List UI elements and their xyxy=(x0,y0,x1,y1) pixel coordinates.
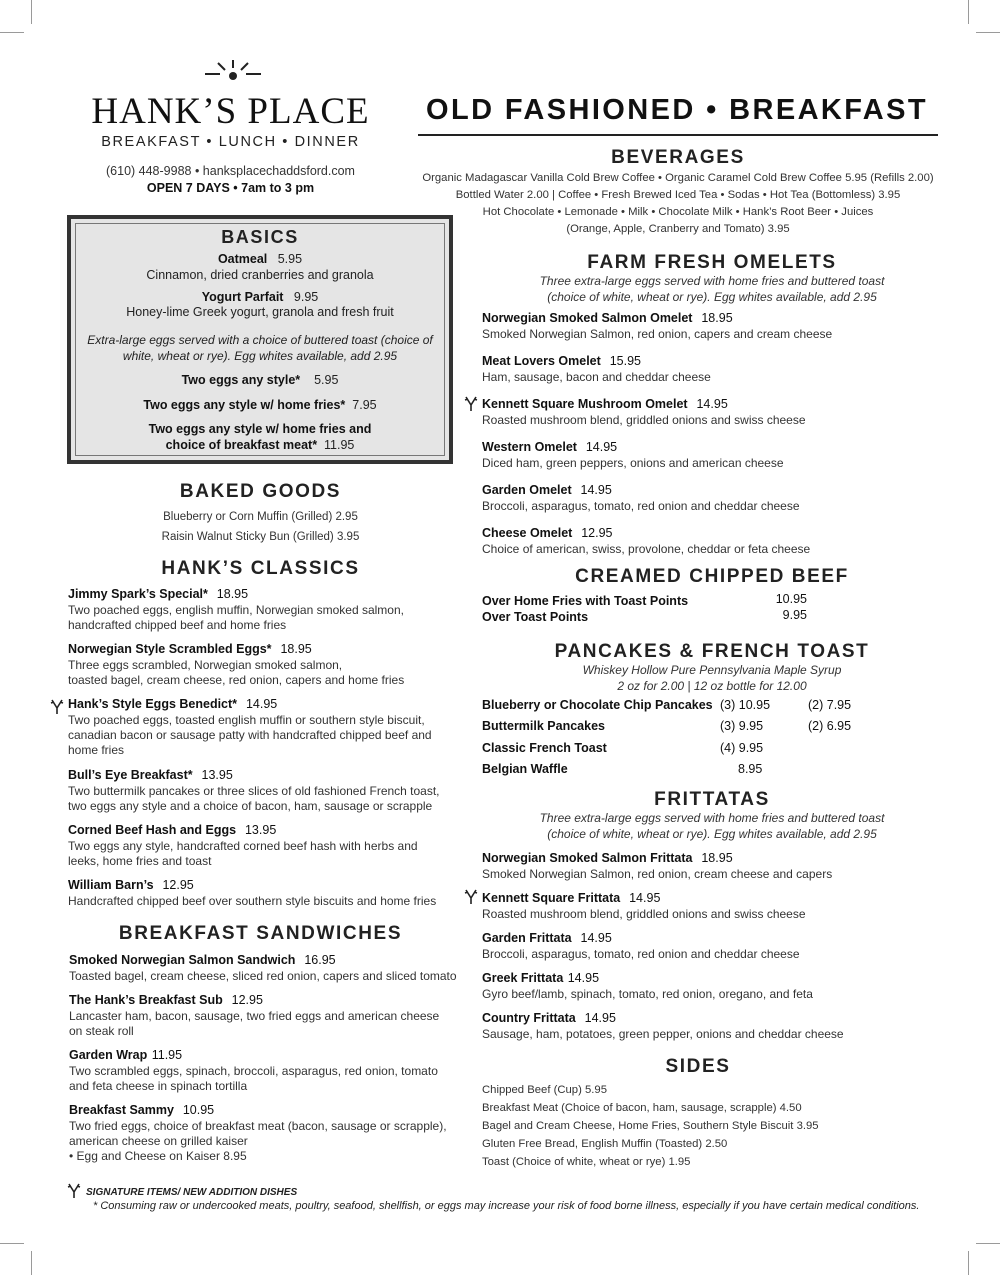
item-price: 16.95 xyxy=(304,953,336,967)
signature-fork-knife-icon xyxy=(50,699,64,715)
menu-item-country-frittata xyxy=(482,1009,942,1042)
two-eggs-hf-item xyxy=(71,398,449,412)
menu-item-breakfast-sammy xyxy=(69,1101,464,1165)
list-item: Toast (Choice of white, wheat or rye) 1.95 xyxy=(482,1156,691,1168)
beverages-list xyxy=(412,170,944,238)
basics-box xyxy=(67,215,453,464)
item-name: Yogurt Parfait xyxy=(201,290,284,304)
omelets-note xyxy=(483,273,941,305)
yogurt-desc: Honey-lime Greek yogurt, granola and fresh fruit xyxy=(126,305,394,319)
pancakes-heading: PANCAKES & FRENCH TOAST xyxy=(554,641,870,662)
item-desc: Two scrambled eggs, spinach, broccoli, asparagus, red onion, tomato xyxy=(69,1064,438,1078)
item-name: Breakfast Sammy xyxy=(69,1103,174,1117)
item-name: choice of breakfast meat* xyxy=(165,438,318,452)
list-item: Gluten Free Bread, English Muffin (Toasted) 2.50 xyxy=(482,1138,728,1150)
crop-mark xyxy=(0,1243,24,1244)
item-price: 13.95 xyxy=(201,768,233,782)
beverages-heading: BEVERAGES xyxy=(611,147,745,168)
item-name: Greek Frittata xyxy=(482,971,564,985)
item-name: Garden Omelet xyxy=(482,483,572,497)
item-desc: Lancaster ham, bacon, sausage, two fried eggs and american cheese xyxy=(69,1009,440,1023)
note-line: Three extra-large eggs served with home fries and buttered toast xyxy=(539,274,885,288)
menu-item-benedict xyxy=(68,695,458,759)
signature-fork-knife-icon xyxy=(464,889,478,905)
item-name: Buttermilk Pancakes xyxy=(482,719,605,734)
item-desc: Handcrafted chipped beef over southern style biscuits and home fries xyxy=(68,894,437,908)
item-desc: toasted bagel, cream cheese, red onion, capers and home fries xyxy=(68,673,405,688)
item-name: Kennett Square Frittata xyxy=(482,891,621,905)
crop-mark xyxy=(976,32,1000,33)
item-name: Kennett Square Mushroom Omelet xyxy=(482,397,688,411)
item-name: Norwegian Style Scrambled Eggs* xyxy=(68,642,272,656)
sides-list xyxy=(482,1081,942,1171)
item-name: Belgian Waffle xyxy=(482,762,568,777)
yogurt-item xyxy=(71,290,449,304)
chipped-beef-heading: CREAMED CHIPPED BEEF xyxy=(575,566,849,587)
menu-item-garden-omelet xyxy=(482,481,942,514)
item-name: Oatmeal xyxy=(217,252,268,266)
pancakes-table xyxy=(482,694,862,780)
item-desc: Choice of american, swiss, provolone, cheddar or feta cheese xyxy=(482,542,811,556)
list-item: Chipped Beef (Cup) 5.95 xyxy=(482,1084,607,1096)
menu-item-meat-lovers-omelet xyxy=(482,352,942,385)
item-desc: canadian bacon or sausage patty with handcrafted chipped beef and xyxy=(68,728,432,743)
item-desc: Three eggs scrambled, Norwegian smoked salmon, xyxy=(68,658,343,672)
item-price: 10.95 xyxy=(775,592,807,606)
item-price: 14.95 xyxy=(580,483,612,497)
signature-fork-knife-icon xyxy=(464,396,478,412)
omelets-heading: FARM FRESH OMELETS xyxy=(587,252,837,273)
item-name: Country Frittata xyxy=(482,1011,576,1025)
sides-heading: SIDES xyxy=(665,1056,731,1077)
item-price: 5.95 xyxy=(314,373,339,387)
item-price: (3) 10.95 xyxy=(720,697,771,712)
note-line: Whiskey Hollow Pure Pennsylvania Maple Syrup xyxy=(582,663,842,677)
menu-item-garden-wrap xyxy=(69,1046,464,1094)
title-divider xyxy=(418,134,938,136)
item-price: (4) 9.95 xyxy=(720,740,764,755)
list-item: Breakfast Meat (Choice of bacon, ham, sausage, scrapple) 4.50 xyxy=(482,1102,802,1114)
menu-item-salmon-frittata xyxy=(482,849,942,882)
item-name: Hank’s Style Eggs Benedict* xyxy=(68,697,238,711)
list-item: Blueberry or Corn Muffin (Grilled) 2.95 xyxy=(163,511,358,523)
item-price: 14.95 xyxy=(585,440,618,454)
list-item: Bagel and Cream Cheese, Home Fries, Southern Style Biscuit 3.95 xyxy=(482,1120,819,1132)
menu-item-kennett-frittata xyxy=(482,889,942,922)
item-price: 12.95 xyxy=(162,878,194,892)
list-item xyxy=(482,592,812,608)
item-price: 11.95 xyxy=(324,438,355,452)
item-name: Cheese Omelet xyxy=(482,526,573,540)
frittatas-note xyxy=(483,810,941,842)
item-desc: handcrafted chipped beef and home fries xyxy=(68,618,287,633)
list-item: Hot Chocolate • Lemonade • Milk • Chocolate Milk • Hank’s Root Beer • Juices xyxy=(482,206,874,218)
item-desc: Two eggs any style, handcrafted corned beef hash with herbs and xyxy=(68,839,418,853)
item-price: 12.95 xyxy=(581,526,613,540)
frittatas-heading: FRITTATAS xyxy=(654,789,770,810)
list-item: Raisin Walnut Sticky Bun (Grilled) 3.95 xyxy=(161,531,360,543)
table-row xyxy=(482,737,862,759)
menu-item-garden-frittata xyxy=(482,929,942,962)
classics-heading: HANK’S CLASSICS xyxy=(161,558,360,579)
table-row xyxy=(482,694,862,716)
item-price: 18.95 xyxy=(280,642,312,656)
item-name: Two eggs any style w/ home fries and xyxy=(148,422,372,436)
menu-item-breakfast-sub xyxy=(69,991,464,1039)
item-desc: Gyro beef/lamb, spinach, tomato, red onion, oregano, and feta xyxy=(482,987,813,1001)
crop-mark xyxy=(31,1251,32,1275)
item-desc: Diced ham, green peppers, onions and american cheese xyxy=(482,456,784,470)
item-name: Two eggs any style w/ home fries* xyxy=(143,398,346,412)
crop-mark xyxy=(968,0,969,24)
oatmeal-desc: Cinnamon, dried cranberries and granola xyxy=(146,268,374,282)
menu-title: OLD FASHIONED • BREAKFAST xyxy=(426,94,928,126)
item-name: Garden Frittata xyxy=(482,931,572,945)
item-price: 11.95 xyxy=(151,1048,183,1062)
item-desc: Sausage, ham, potatoes, green pepper, onions and cheddar cheese xyxy=(482,1027,844,1041)
food-safety-warning: * Consuming raw or undercooked meats, poultry, seafood, shellfish, or eggs may increase your risk of food borne illness, especially if you have certain medical conditions. xyxy=(93,1200,920,1212)
menu-item-salmon-omelet xyxy=(482,309,942,342)
item-name: Meat Lovers Omelet xyxy=(482,354,601,368)
list-item: Organic Madagascar Vanilla Cold Brew Coffee • Organic Caramel Cold Brew Coffee 5.95 (Refills 2.00) xyxy=(422,172,934,184)
item-desc: Roasted mushroom blend, griddled onions and swiss cheese xyxy=(482,413,806,427)
item-name: William Barn’s xyxy=(68,878,154,892)
signature-items-note: SIGNATURE ITEMS/ NEW ADDITION DISHES xyxy=(86,1187,298,1198)
chipped-beef-list xyxy=(482,592,812,624)
item-price xyxy=(808,737,862,759)
sandwiches-heading: BREAKFAST SANDWICHES xyxy=(118,923,403,944)
item-desc: Smoked Norwegian Salmon, red onion, capers and cream cheese xyxy=(482,327,833,341)
table-row xyxy=(482,759,862,781)
item-desc: leeks, home fries and toast xyxy=(68,854,212,869)
note-line: Three extra-large eggs served with home fries and buttered toast xyxy=(539,811,885,825)
two-eggs-item xyxy=(71,373,449,387)
item-price: 7.95 xyxy=(352,398,377,412)
item-price: 10.95 xyxy=(182,1103,215,1117)
item-name: Corned Beef Hash and Eggs xyxy=(68,823,237,837)
menu-item-bulls-eye xyxy=(68,766,458,814)
item-price: 5.95 xyxy=(277,252,303,266)
signature-fork-knife-icon xyxy=(67,1183,81,1199)
item-price: 18.95 xyxy=(701,311,733,325)
item-name: Two eggs any style* xyxy=(181,373,301,387)
item-name: Garden Wrap xyxy=(69,1048,148,1062)
item-desc: two eggs any style and a choice of bacon, ham, sausage or scrapple xyxy=(68,799,433,814)
oatmeal-item xyxy=(71,252,449,266)
item-name: Blueberry or Chocolate Chip Pancakes xyxy=(482,697,713,712)
crop-mark xyxy=(968,1251,969,1275)
item-desc: Broccoli, asparagus, tomato, red onion and cheddar cheese xyxy=(482,947,800,961)
item-name: Over Home Fries with Toast Points xyxy=(482,594,689,608)
crop-mark xyxy=(31,0,32,24)
item-price: (2) 6.95 xyxy=(808,719,852,734)
item-desc: • Egg and Cheese on Kaiser 8.95 xyxy=(69,1149,247,1164)
item-price: 12.95 xyxy=(231,993,263,1007)
two-eggs-meat-line-2 xyxy=(71,438,449,452)
item-price xyxy=(808,759,862,781)
list-item: (Orange, Apple, Cranberry and Tomato) 3.95 xyxy=(566,223,790,235)
item-name: The Hank’s Breakfast Sub xyxy=(69,993,223,1007)
item-price: 14.95 xyxy=(245,697,278,711)
item-price: 9.95 xyxy=(293,290,319,304)
note-line: (choice of white, wheat or rye). Egg whites available, add 2.95 xyxy=(547,827,877,841)
eggs-note-1: Extra-large eggs served with a choice of buttered toast (choice of xyxy=(87,333,433,347)
menu-item-william-barns xyxy=(68,876,458,909)
baked-goods-list xyxy=(68,507,453,547)
brand-tagline: BREAKFAST • LUNCH • DINNER xyxy=(101,134,360,150)
item-price: 14.95 xyxy=(584,1011,616,1025)
item-name: Jimmy Spark’s Special* xyxy=(68,587,208,601)
note-line: 2 oz for 2.00 | 12 oz bottle for 12.00 xyxy=(617,679,807,693)
pancakes-note xyxy=(483,662,941,694)
item-name: Classic French Toast xyxy=(482,740,607,755)
item-desc: Smoked Norwegian Salmon, red onion, cream cheese and capers xyxy=(482,867,833,881)
item-desc: home fries xyxy=(68,743,125,758)
item-desc: Roasted mushroom blend, griddled onions and swiss cheese xyxy=(482,907,806,921)
list-item xyxy=(482,608,812,624)
menu-item-greek-frittata xyxy=(482,969,942,1002)
item-desc: Two buttermilk pancakes or three slices of old fashioned French toast, xyxy=(68,784,440,798)
sun-logo-icon xyxy=(203,60,263,90)
item-price: 14.95 xyxy=(696,397,728,411)
menu-item-corned-beef xyxy=(68,821,458,869)
table-row xyxy=(482,716,862,738)
item-desc: american cheese on grilled kaiser xyxy=(69,1134,248,1149)
menu-item-western-omelet xyxy=(482,438,942,471)
item-name: Smoked Norwegian Salmon Sandwich xyxy=(69,953,296,967)
two-eggs-meat-line-1 xyxy=(71,422,449,436)
note-line: (choice of white, wheat or rye). Egg whites available, add 2.95 xyxy=(547,290,877,304)
contact-line: (610) 448-9988 • hanksplacechaddsford.com xyxy=(106,164,355,178)
menu-item-scrambled xyxy=(68,640,458,688)
eggs-note-2: white, wheat or rye). Egg whites available, add 2.95 xyxy=(122,349,398,363)
item-price: 18.95 xyxy=(216,587,249,601)
item-name: Norwegian Smoked Salmon Omelet xyxy=(482,311,693,325)
item-price: 15.95 xyxy=(609,354,641,368)
basics-heading: BASICS xyxy=(221,227,299,247)
item-price: 8.95 xyxy=(738,762,763,777)
menu-item-jimmy xyxy=(68,585,458,633)
brand-name: HANK’S PLACE xyxy=(91,91,370,132)
contact-info xyxy=(78,163,383,197)
item-price: 18.95 xyxy=(701,851,733,865)
item-price: 14.95 xyxy=(629,891,661,905)
hours-line: OPEN 7 DAYS • 7am to 3 pm xyxy=(146,181,315,195)
list-item: Bottled Water 2.00 | Coffee • Fresh Brewed Iced Tea • Sodas • Hot Tea (Bottomless) 3.95 xyxy=(455,189,901,201)
crop-mark xyxy=(0,32,24,33)
item-desc: Ham, sausage, bacon and cheddar cheese xyxy=(482,370,711,384)
item-desc: on steak roll xyxy=(69,1024,134,1039)
item-desc: Two poached eggs, toasted english muffin or southern style biscuit, xyxy=(68,713,425,727)
menu-item-mushroom-omelet xyxy=(482,395,942,428)
item-price: 14.95 xyxy=(580,931,612,945)
baked-goods-heading: BAKED GOODS xyxy=(179,481,342,502)
menu-item-cheese-omelet xyxy=(482,524,942,557)
item-price: (2) 7.95 xyxy=(808,697,852,712)
item-name: Over Toast Points xyxy=(482,610,589,624)
item-desc: Two poached eggs, english muffin, Norwegian smoked salmon, xyxy=(68,603,404,617)
menu-item-salmon-sandwich xyxy=(69,951,464,984)
item-name: Bull’s Eye Breakfast* xyxy=(68,768,193,782)
crop-mark xyxy=(976,1243,1000,1244)
item-desc: Toasted bagel, cream cheese, sliced red onion, capers and sliced tomato xyxy=(69,969,457,983)
item-desc: Two fried eggs, choice of breakfast meat (bacon, sausage or scrapple), xyxy=(69,1119,447,1133)
item-name: Western Omelet xyxy=(482,440,577,454)
item-price: (3) 9.95 xyxy=(720,719,764,734)
item-desc: and feta cheese in spinach tortilla xyxy=(69,1079,248,1094)
item-price: 14.95 xyxy=(567,971,600,985)
item-price: 9.95 xyxy=(782,608,807,622)
item-price: 13.95 xyxy=(244,823,277,837)
item-desc: Broccoli, asparagus, tomato, red onion and cheddar cheese xyxy=(482,499,800,513)
item-name: Norwegian Smoked Salmon Frittata xyxy=(482,851,693,865)
